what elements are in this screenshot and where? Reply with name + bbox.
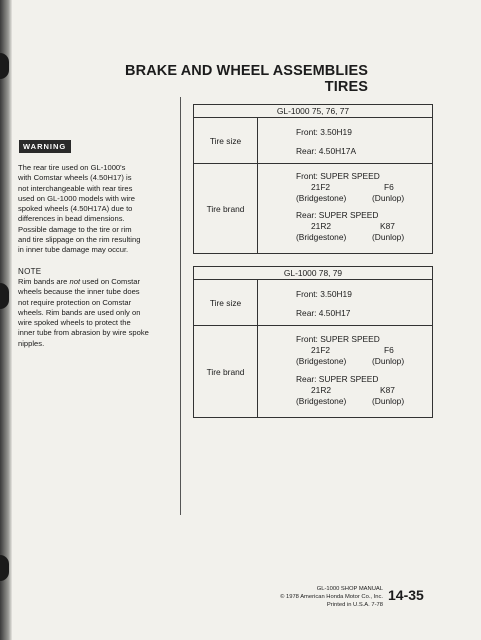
tire-brand-label: Tire brand	[194, 326, 258, 417]
warning-badge: WARNING	[19, 140, 71, 153]
note-text-part: Rim bands are	[18, 277, 70, 286]
tire-size-row	[194, 118, 432, 164]
column-divider	[180, 97, 181, 515]
rear-code-bridgestone: 21R2	[311, 385, 332, 395]
front-code-bridgestone: 21F2	[311, 182, 331, 192]
tire-brand-values	[258, 326, 432, 417]
footer-manual-title: GL-1000 SHOP MANUAL	[316, 586, 383, 592]
rear-code-dunlop: K87	[380, 221, 395, 231]
rear-code-bridgestone: 21R2	[311, 221, 332, 231]
page-subtitle: TIRES	[324, 79, 368, 95]
tire-spec-table	[193, 266, 433, 418]
rear-size: Rear: 4.50H17	[296, 308, 351, 318]
tire-size-values	[258, 280, 432, 325]
rear-code-dunlop: K87	[380, 385, 395, 395]
tire-size-row	[194, 280, 432, 326]
note-label: NOTE	[18, 267, 42, 276]
front-size: Front: 3.50H19	[296, 127, 352, 137]
rear-maker-bridgestone: (Bridgestone)	[296, 232, 347, 242]
punch-hole	[0, 283, 9, 309]
rear-brand: Rear: SUPER SPEED	[296, 210, 379, 220]
footer-printed: Printed in U.S.A. 7-78	[326, 602, 383, 608]
note-text-emphasis: not	[69, 277, 81, 286]
rear-brand: Rear: SUPER SPEED	[296, 374, 379, 384]
footer-copyright: © 1978 American Honda Motor Co., Inc.	[280, 594, 383, 600]
table-header: GL-1000 75, 76, 77	[194, 105, 432, 118]
rear-maker-dunlop: (Dunlop)	[372, 232, 405, 242]
front-maker-dunlop: (Dunlop)	[372, 193, 405, 203]
tire-brand-values	[258, 164, 432, 253]
note-text-part: used on Comstar wheels because the inner tube does not require protection on Comstar wheels. Rim bands are used only on wire spoked wheels to protect the inner tube from abrasion by wire spoke nipples.	[18, 277, 149, 348]
front-code-dunlop: F6	[384, 182, 394, 192]
binding-edge	[0, 0, 12, 640]
front-maker-bridgestone: (Bridgestone)	[296, 356, 347, 366]
warning-text: The rear tire used on GL-1000's with Comstar wheels (4.50H17) is not interchangeable with rear tires used on GL-1000 models with wire spoked wheels (4.50H17A) due to differences in bead dimensions. Possible damage to the tire or rim and tire slippage on the rim resulting in inner tube damage may occur.	[18, 163, 141, 255]
front-size: Front: 3.50H19	[296, 289, 352, 299]
rear-maker-bridgestone: (Bridgestone)	[296, 396, 347, 406]
rear-maker-dunlop: (Dunlop)	[372, 396, 405, 406]
tire-size-values	[258, 118, 432, 163]
front-brand: Front: SUPER SPEED	[296, 334, 380, 344]
table-header: GL-1000 78, 79	[194, 267, 432, 280]
front-brand: Front: SUPER SPEED	[296, 171, 380, 181]
front-code-bridgestone: 21F2	[311, 345, 331, 355]
rear-size: Rear: 4.50H17A	[296, 146, 357, 156]
punch-hole	[0, 555, 9, 581]
front-maker-dunlop: (Dunlop)	[372, 356, 405, 366]
tire-spec-table	[193, 104, 433, 254]
tire-size-label: Tire size	[194, 280, 258, 325]
punch-hole	[0, 53, 9, 79]
page-title: BRAKE AND WHEEL ASSEMBLIES	[125, 63, 368, 79]
front-maker-bridgestone: (Bridgestone)	[296, 193, 347, 203]
tire-brand-row	[194, 326, 432, 417]
tire-size-label: Tire size	[194, 118, 258, 163]
tire-brand-label: Tire brand	[194, 164, 258, 253]
page-number: 14-35	[388, 587, 424, 603]
front-code-dunlop: F6	[384, 345, 394, 355]
note-text	[18, 277, 178, 349]
tire-brand-row	[194, 164, 432, 253]
